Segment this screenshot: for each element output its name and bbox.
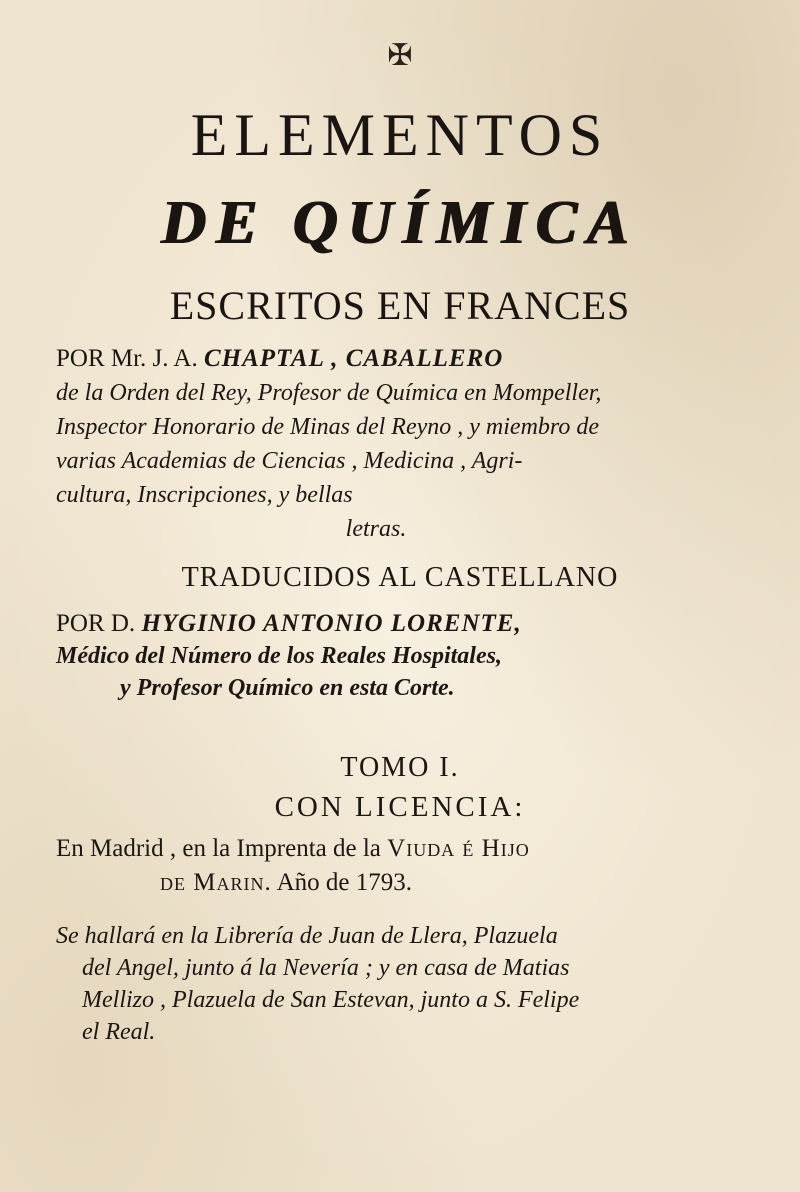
translator-line-2: Médico del Número de los Reales Hospitales, xyxy=(56,643,502,669)
author-line-5: cultura, Inscripciones, y bellas xyxy=(56,482,353,508)
author-line-4: varias Academias de Ciencias , Medicina , Agri- xyxy=(56,448,523,474)
translator-line-3: y Profesor Químico en esta Corte. xyxy=(120,675,455,701)
book-title-line2: DE QUÍMICA xyxy=(161,189,639,257)
imprint-line-2 xyxy=(56,866,776,900)
sale-line-3: Mellizo , Plazuela de San Estevan, junto a S. Felipe xyxy=(82,987,580,1013)
author-line-6: letras. xyxy=(345,516,407,542)
sale-line-2: del Angel, junto á la Nevería ; y en casa de Matias xyxy=(82,955,570,981)
sale-notice xyxy=(56,920,776,1048)
translated-heading: TRADUCIDOS AL CASTELLANO xyxy=(181,562,619,593)
sale-line-4: el Real. xyxy=(82,1019,156,1045)
translator-prefix: POR D. xyxy=(56,610,136,637)
book-title-line1: ELEMENTOS xyxy=(190,102,610,168)
translator-name: HYGINIO ANTONIO LORENTE, xyxy=(141,610,522,637)
author-line-2: de la Orden del Rey, Profesor de Química en Mompeller, xyxy=(56,380,602,406)
license-heading: CON LICENCIA: xyxy=(274,791,526,823)
translator-credits xyxy=(56,608,776,704)
imprint-printer: Viuda é Hijo xyxy=(387,835,530,862)
imprint-printer-name: de Marin. xyxy=(160,869,272,896)
cross-ornament-icon: ✠ xyxy=(387,39,413,72)
author-credits xyxy=(56,342,756,546)
author-prefix: POR Mr. J. A. xyxy=(56,345,198,372)
imprint xyxy=(56,832,776,900)
imprint-line-1 xyxy=(56,832,776,866)
written-in-french: ESCRITOS EN FRANCES xyxy=(169,283,631,328)
imprint-year: Año de 1793. xyxy=(276,869,413,896)
author-line-1 xyxy=(56,342,756,376)
imprint-place: En Madrid , en la Imprenta de la xyxy=(56,835,381,862)
author-name: CHAPTAL , CABALLERO xyxy=(203,345,504,372)
sale-line-1: Se hallará en la Librería de Juan de Llera, Plazuela xyxy=(56,923,558,949)
author-line-3: Inspector Honorario de Minas del Reyno , y miembro de xyxy=(56,414,599,440)
translator-line-1 xyxy=(56,608,776,640)
volume-number: TOMO I. xyxy=(340,752,460,783)
